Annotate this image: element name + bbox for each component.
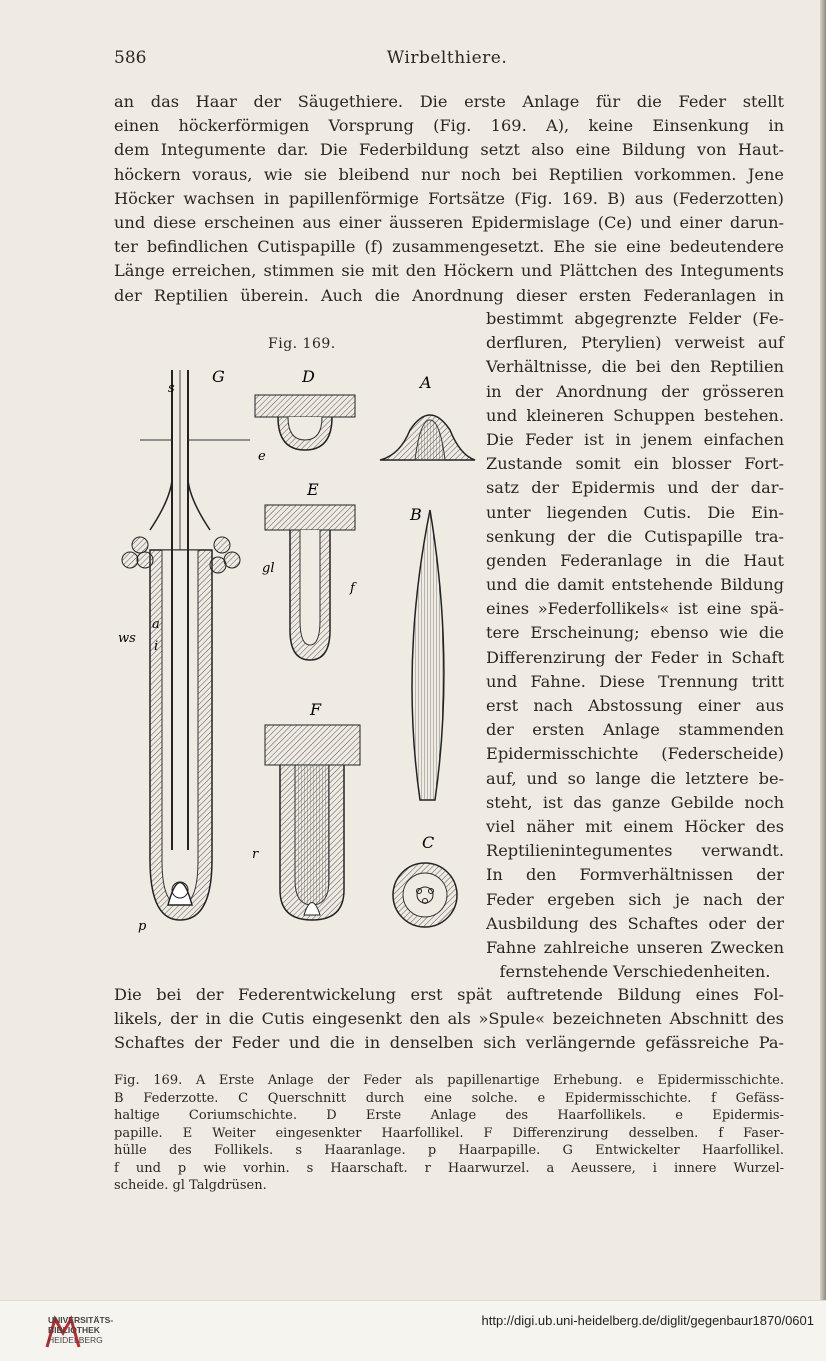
text-line: Epidermisschichte (Federscheide) — [486, 744, 784, 764]
follicle-G — [122, 370, 250, 920]
footer-bar — [0, 1300, 826, 1361]
label-ws: ws — [118, 631, 136, 646]
text-line: viel näher mit einem Höcker des — [486, 816, 784, 836]
text-line: Die bei der Federentwickelung erst spät auftretende Bildung eines Fol- — [114, 985, 784, 1004]
caption-line: Fig. 169. A Erste Anlage der Feder als papillenartige Erhebung. e Epidermisschichte. — [114, 1073, 784, 1088]
label-F: F — [310, 700, 322, 719]
figure-caption — [114, 1072, 784, 1195]
hair-anlage-D — [255, 395, 355, 450]
page-number: 586 — [114, 48, 147, 68]
text-line: an das Haar der Säugethiere. Die erste Anlage für die Feder stellt — [114, 92, 784, 111]
text-line: Höcker wachsen in papillenförmige Fortsätze (Fig. 169. B) aus (Federzotten) — [114, 188, 784, 208]
body-text-bottom — [114, 983, 784, 1056]
label-B: B — [410, 505, 422, 524]
page-edge — [820, 0, 826, 1300]
text-line: Fahne zahlreiche unseren Zwecken — [486, 937, 784, 957]
label-D: D — [302, 367, 315, 386]
text-line: Zustande somit ein blosser Fort- — [486, 454, 784, 474]
text-line: auf, und so lange die letztere be- — [486, 768, 784, 788]
text-line: In den Formverhältnissen der — [486, 865, 784, 885]
text-line: ter befindlichen Cutispapille (f) zusammengesetzt. Ehe sie eine bedeutendere — [114, 237, 784, 257]
text-line: steht, ist das ganze Gebilde noch — [486, 792, 784, 812]
text-line: in der Anordnung der grösseren — [486, 381, 784, 401]
running-title: Wirbelthiere. — [386, 48, 508, 68]
text-line: der ersten Anlage stammenden — [486, 720, 784, 740]
text-line: senkung der die Cutispapille tra- — [486, 526, 784, 546]
text-line: Die Feder ist in jenem einfachen — [486, 429, 784, 449]
text-line: satz der Epidermis und der dar- — [486, 478, 784, 498]
label-C: C — [422, 833, 435, 852]
figure-title: Fig. 169. — [268, 336, 336, 352]
source-url-link[interactable]: http://digi.ub.uni-heidelberg.de/diglit/gegenbaur1870/0601 — [481, 1313, 814, 1328]
label-G: G — [212, 367, 225, 386]
text-line: eines »Federfollikels« ist eine spä- — [486, 599, 784, 619]
text-line: der Reptilien überein. Auch die Anordnung dieser ersten Federanlagen in — [114, 285, 784, 305]
text-line: Schaftes der Feder und die in denselben sich verlängernde gefässreiche Pa- — [114, 1033, 784, 1053]
text-line: Feder ergeben sich je nach der — [486, 889, 784, 909]
text-line: erst nach Abstossung einer aus — [486, 696, 784, 715]
text-line: likels, der in die Cutis eingesenkt den als »Spule« bezeichneten Abschnitt des — [114, 1009, 784, 1029]
label-a: a — [152, 617, 160, 632]
feather-papilla-B — [412, 510, 444, 800]
caption-line: B Federzotte. C Querschnitt durch eine solche. e Epidermisschichte. f Gefäss- — [114, 1090, 784, 1106]
caption-line: haltige Coriumschichte. D Erste Anlage des Haarfollikels. e Epidermis- — [114, 1108, 784, 1123]
text-line: und die damit entstehende Bildung — [486, 575, 784, 595]
label-r: r — [252, 847, 259, 862]
text-line: genden Federanlage in die Haut — [486, 550, 784, 570]
text-line: Verhältnisse, die bei den Reptilien — [486, 357, 784, 377]
text-line: Differenzirung der Feder in Schaft — [486, 647, 784, 667]
label-i: i — [154, 639, 159, 654]
text-line: dem Integumente dar. Die Federbildung setzt also eine Bildung von Haut- — [114, 140, 784, 160]
text-line: fernstehende Verschiedenheiten. — [499, 962, 771, 982]
caption-line: hülle des Follikels. s Haaranlage. p Haarpapille. G Entwickelter Haarfollikel. — [114, 1143, 784, 1158]
label-f: f — [350, 581, 355, 596]
body-text-right-column — [486, 307, 784, 984]
label-A: A — [420, 373, 432, 392]
text-line: unter liegenden Cutis. Die Ein- — [486, 502, 784, 522]
text-line: Ausbildung des Schaftes oder der — [486, 913, 784, 933]
label-E: E — [307, 480, 319, 499]
text-line: derfluren, Pterylien) verweist auf — [486, 333, 784, 353]
caption-line: papille. E Weiter eingesenkter Haarfollikel. F Differenzirung desselben. f Faser- — [114, 1125, 784, 1141]
text-line: und diese erscheinen aus einer äusseren Epidermislage (Ce) und einer darun- — [114, 212, 784, 232]
caption-line: scheide. gl Talgdrüsen. — [114, 1178, 267, 1193]
follicle-F — [265, 725, 360, 920]
caption-line: f und p wie vorhin. s Haarschaft. r Haarwurzel. a Aeussere, i innere Wurzel- — [114, 1160, 784, 1176]
text-line: tere Erscheinung; ebenso wie die — [486, 623, 784, 643]
text-line: Länge erreichen, stimmen sie mit den Höckern und Plättchen des Integuments — [114, 261, 784, 281]
page-header — [114, 48, 780, 70]
label-gl: gl — [262, 561, 275, 576]
label-p: p — [138, 919, 147, 934]
text-line: und kleineren Schuppen bestehen. — [486, 405, 784, 425]
figure-169-illustration — [118, 360, 480, 960]
text-line: bestimmt abgegrenzte Felder (Fe- — [486, 309, 784, 328]
library-name: UNIVERSITÄTS- BIBLIOTHEK HEIDELBERG — [48, 1315, 114, 1345]
cross-section-C — [393, 863, 457, 927]
text-line: einen höckerförmigen Vorsprung (Fig. 169. A), keine Einsenkung in — [114, 116, 784, 136]
feather-anlage-A — [380, 415, 475, 460]
body-text-top — [114, 90, 784, 308]
text-line: und Fahne. Diese Trennung tritt — [486, 671, 784, 691]
label-e: e — [258, 449, 266, 464]
label-s: s — [168, 381, 175, 396]
text-line: höckern voraus, wie sie bleibend nur noch bei Reptilien vorkommen. Jene — [114, 164, 784, 184]
follicle-E — [265, 505, 355, 660]
text-line: Reptilienintegumentes verwandt. — [486, 841, 784, 861]
